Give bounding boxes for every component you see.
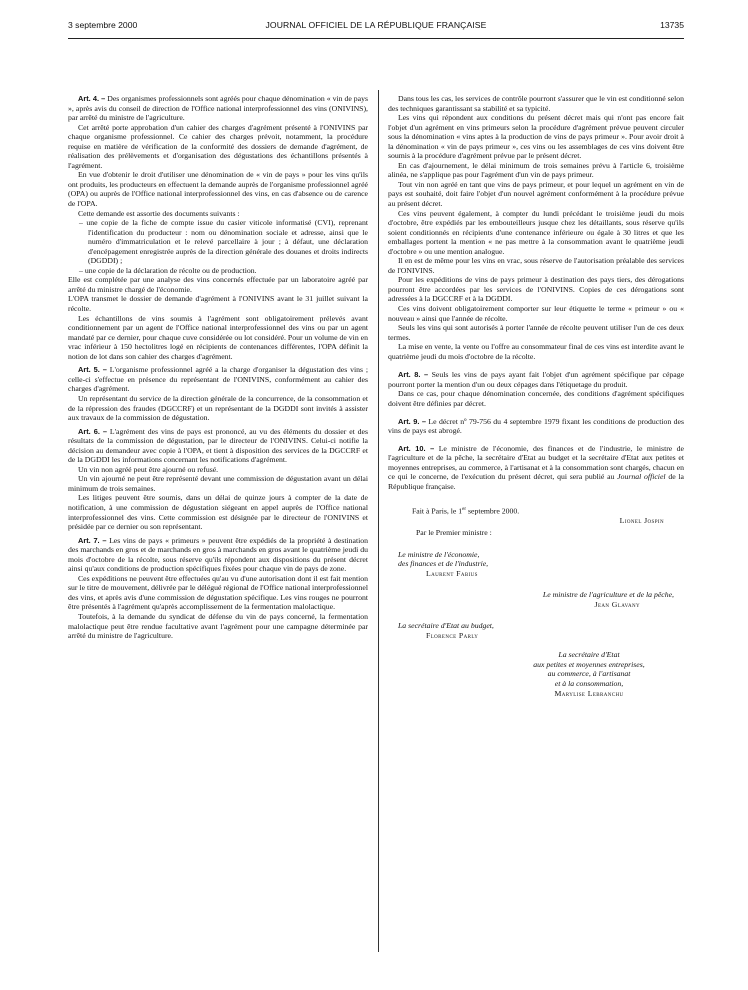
article-4-p7: Les échantillons de vins soumis à l'agrément sont obligatoirement prélevés avant conditionnement par un agent de l'Office national interprofessionnel des vins ou par un agent mandaté par ce dernier, pour chaque cuve considérée ou lot considéré. Pour un volume de vin en vrac inférieur à 150 hectolitres logé en récipients de contenances différentes, l'OPA définit la notion de lot dans son cahier des charges d'agrément. bbox=[68, 313, 368, 361]
article-7-p13: La mise en vente, la vente ou l'offre au consommateur final de ces vins est interdite avant le quatrième jeudi du mois d'octobre de la récolte. bbox=[388, 342, 684, 361]
article-7-p1: Art. 7. – Les vins de pays « primeurs » peuvent être expédiés de la propriété à destination des marchands en gros et de marchands en gros à marchands en gros avant le quatrième jeudi du mois d'octobre de la récolte, sous réserve qu'ils répondent aux dispositions du présent décret ainsi qu'aux conditions de production spécifiques fixées pour chaque vin de pays de zone. bbox=[68, 535, 369, 574]
left-column bbox=[68, 94, 368, 641]
article-7-p9: Il en est de même pour les vins en vrac, sous réserve de l'autorisation préalable des services de l'ONIVINS. bbox=[388, 256, 684, 275]
article-10-label: Art. 10. – bbox=[398, 443, 435, 453]
article-8-label: Art. 8. – bbox=[398, 370, 429, 380]
title-sme-secretary-1: La secrétaire d'Etat bbox=[558, 650, 620, 660]
article-7-p7: Tout vin non agréé en tant que vins de pays primeur, et pour lequel un agrément en vin de pays est souhaité, doit faire l'objet d'un nouvel agrément conformément à la procédure prévue au présent décret. bbox=[388, 179, 684, 209]
signatory-sme-secretary: Marylise Lebranchu bbox=[554, 688, 624, 698]
article-6-label: Art. 6. – bbox=[78, 426, 108, 436]
article-5-p1: Art. 5. – L'organisme professionnel agréé a la charge d'organiser la dégustation des vins ; celle-ci s'effectue en présence du représentant de l'ONIVINS, conformément au cahier des charges d'agrément. bbox=[68, 365, 369, 394]
title-economy-minister-2: des finances et de l'industrie, bbox=[398, 559, 489, 569]
article-4-p1: Art. 4. – Des organismes professionnels sont agréés pour chaque dénomination « vin de pays », après avis du conseil de direction de l'Office national interprofessionnel des vins (ONIVINS), par arrêté du ministre de l'agriculture. bbox=[68, 94, 368, 123]
article-7-p4: Dans tous les cas, les services de contrôle pourront s'assurer que le vin est conditionné selon des techniques garantissant sa stabilité et sa typicité. bbox=[388, 94, 684, 113]
article-4-p3: En vue d'obtenir le droit d'utiliser une dénomination de « vin de pays » pour les vins qu'ils ont produits, les producteurs en effectuent la demande auprès de l'organisme professionnel agréé (OPA) ou auprès de l'Office national interprofessionnel des vins, en cas d'absence ou de carence de l'OPA. bbox=[68, 170, 368, 209]
article-5-p2: Un représentant du service de la direction générale de la concurrence, de la consommation et de la répression des fraudes (DGCCRF) et un représentant de la DGDDI sont invités à assister aux travaux de la commission de dégustation. bbox=[68, 393, 368, 423]
article-4-p5: Elle est complétée par une analyse des vins concernés effectuée par un laboratoire agréé par arrêté du ministre chargé de l'économie. bbox=[68, 275, 368, 294]
article-7-p3: Toutefois, à la demande du syndicat de défense du vin de pays concerné, la fermentation malolactique peut être rendue facultative avant l'agrément pour une campagne déterminée par arrêté du ministre de l'agriculture. bbox=[68, 611, 368, 641]
title-sme-secretary-3: au commerce, à l'artisanat bbox=[547, 669, 631, 679]
title-budget-secretary: La secrétaire d'Etat au budget, bbox=[398, 621, 494, 631]
title-sme-secretary-4: et à la consommation, bbox=[554, 679, 624, 689]
signatory-budget-secretary: Florence Parly bbox=[426, 630, 479, 640]
title-economy-minister-1: Le ministre de l'économie, bbox=[398, 549, 480, 559]
article-7-p8: Ces vins peuvent également, à compter du lundi précédant le troisième jeudi du mois d'octobre, être expédiés par les embouteilleurs jusque chez les détaillants, sous réserve qu'ils soient conditionnés en récipients d'une contenance inférieure ou égale à 30 litres et que les emballages portent la mention « ne pas mettre à la consommation avant le quatrième jeudi d'octobre » ou une mention analogue. bbox=[388, 208, 684, 256]
article-4-p6: L'OPA transmet le dossier de demande d'agrément à l'ONIVINS avant le 31 juillet suivant la récolte. bbox=[68, 294, 368, 314]
article-9-p1: Art. 9. – Le décret nº 79-756 du 4 septembre 1979 fixant les conditions de production des vins de pays est abrogé. bbox=[388, 416, 684, 436]
article-5-label: Art. 5. – bbox=[78, 365, 107, 375]
column-divider bbox=[378, 90, 379, 952]
article-4-document-list bbox=[68, 218, 368, 275]
article-4-label: Art. 4. – bbox=[78, 94, 106, 103]
signature-block bbox=[388, 505, 684, 698]
article-7-p5: Les vins qui répondent aux conditions du présent décret mais qui n'ont pas encore fait l'objet d'un agrément en vins primeurs selon la procédure d'agrément prévue peuvent circuler sous la dénomination « vins aptes à la production de vins de pays primeur ». Pour avoir droit à la dénomination « vin de pays primeur », ces vins ou les assemblages de ces vins doivent être soumis à la procédure d'agrément prévue par le présent décret. bbox=[388, 113, 684, 161]
list-item: – une copie de la déclaration de récolte ou de production. bbox=[68, 266, 368, 276]
article-10-p1: Art. 10. – Le ministre de l'économie, des finances et de l'industrie, le ministre de l'agriculture et de la pêche, la secrétaire d'Etat au budget et la secrétaire d'Etat aux petites et moyennes entreprises, au commerce, à l'artisanat et à la consommation sont chargés, chacun en ce qui le concerne, de l'exécution du présent décret, qui sera publié au Journal officiel de la République française. bbox=[388, 443, 684, 491]
header-page-number: 13735 bbox=[660, 20, 684, 30]
article-6-p4: Les litiges peuvent être soumis, dans un délai de quinze jours à compter de la date de notification, à une commission de dégustation siégeant en appel auprès de l'Office national interprofessionnel des vins. Cette commission est désignée par le directeur de l'ONIVINS et présidée par ce dernier ou son représentant. bbox=[68, 493, 368, 532]
article-7-p2: Ces expéditions ne peuvent être effectuées qu'au vu d'une autorisation dont il est fait mention sur le titre de mouvement, délivrée par le délégué régional de l'Office national interprofessionnel des vins, et après avis d'une commission de dégustation spécifique. Les vins rouges ne pourront être présentés à l'agrément qu'après accomplissement de la fermentation malolactique. bbox=[68, 573, 368, 612]
article-7-label: Art. 7. – bbox=[78, 535, 107, 545]
signatory-prime-minister: Lionel Jospin bbox=[619, 516, 664, 526]
journal-officiel-ref: Journal officiel bbox=[617, 472, 666, 482]
signatory-economy-minister: Laurent Fabius bbox=[426, 568, 478, 578]
article-4-p2: Cet arrêté porte approbation d'un cahier des charges d'agrément présenté à l'ONIVINS par chaque organisme professionnel. Ce cahier des charges prévoit, notamment, la procédure requise en matière de vérification de la conformité des dossiers de demande d'agrément, de réalisation des prélèvements et d'organisation des dégustations des échantillons présentés à l'agrément. bbox=[68, 122, 368, 170]
article-7-p10: Pour les expéditions de vins de pays primeur à destination des pays tiers, des dérogations pourront être accordées par les services de l'ONIVINS. Copies de ces dérogations sont adressées à la DGCCRF et à la DGDDI. bbox=[388, 275, 684, 304]
title-sme-secretary-2: aux petites et moyennes entreprises, bbox=[533, 659, 645, 669]
article-9-label: Art. 9. – bbox=[398, 416, 427, 426]
list-item: – une copie de la fiche de compte issue du casier viticole informatisé (CVI), reprenant l'identification du producteur : nom ou dénomination sociale et adresse, ainsi que le numéro d'immatriculation et le relevé parcellaire à jour ; à défaut, une déclaration d'encépagement enregistrée auprès de la direction générale des douanes et droits indirects (DGDDI) ; bbox=[68, 218, 368, 266]
article-4-p4: Cette demande est assortie des documents suivants : bbox=[78, 208, 240, 218]
article-8-p2: Dans ce cas, pour chaque dénomination concernée, des conditions d'agrément spécifiques doivent être définies par décret. bbox=[388, 389, 684, 408]
title-agriculture-minister: Le ministre de l'agriculture et de la pêche, bbox=[542, 590, 674, 600]
by-prime-minister-line: Par le Premier ministre : bbox=[416, 528, 492, 537]
article-8-p1: Art. 8. – Seuls les vins de pays ayant fait l'objet d'un agrément spécifique par cépage pourront porter la mention d'un ou deux cépages dans l'étiquetage du produit. bbox=[388, 370, 685, 389]
signatory-agriculture-minister: Jean Glavany bbox=[594, 599, 640, 609]
header-journal-title: JOURNAL OFFICIEL DE LA RÉPUBLIQUE FRANÇAISE bbox=[265, 20, 487, 30]
article-7-p6: En cas d'ajournement, le délai minimum de trois semaines prévu à l'article 6, troisième alinéa, ne s'applique pas pour l'agrément d'un vin de pays primeur. bbox=[388, 160, 684, 180]
page-header bbox=[68, 20, 684, 34]
article-7-p12: Seuls les vins qui sont autorisés à porter l'année de récolte peuvent utiliser l'un de ces deux termes. bbox=[388, 323, 684, 342]
place-and-date: Fait à Paris, le 1er septembre 2000. bbox=[412, 506, 520, 516]
article-6-p2: Un vin non agréé peut être ajourné ou refusé. bbox=[78, 464, 219, 474]
header-date: 3 septembre 2000 bbox=[68, 20, 138, 30]
sme-secretary-block bbox=[484, 650, 684, 698]
right-column bbox=[388, 94, 684, 698]
article-7-p11: Ces vins doivent obligatoirement comporter sur leur étiquette le terme « primeur » ou « nouveau » ainsi que l'année de récolte. bbox=[388, 304, 684, 323]
article-6-p1: Art. 6. – L'agrément des vins de pays est prononcé, au vu des éléments du dossier et des résultats de la commission de dégustation, par le directeur de l'ONIVINS. Celui-ci notifie la décision au demandeur avec copie à l'OPA, et tient à disposition des services de la DGCCRF et de la DGDDI les informations concernant les notifications d'agrément. bbox=[68, 426, 369, 465]
article-6-p3: Un vin ajourné ne peut être représenté devant une commission de dégustation avant un délai minimum de trois semaines. bbox=[68, 474, 368, 493]
header-rule bbox=[68, 38, 684, 39]
